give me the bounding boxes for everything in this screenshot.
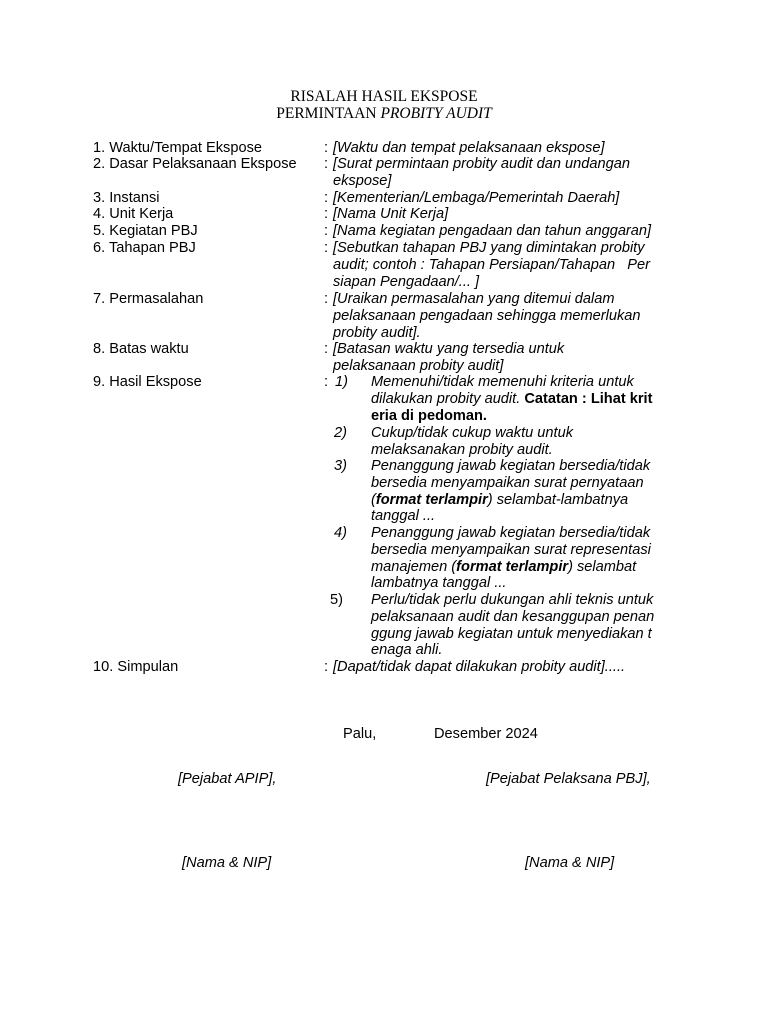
field-value (333, 190, 678, 207)
field-label: 6. Tahapan PBJ (93, 240, 196, 256)
field-value-line: [Uraikan permasalahan yang ditemui dalam (333, 291, 615, 307)
hasil-line: tanggal ... (371, 508, 436, 525)
field-colon: : (324, 190, 329, 206)
hasil-line: Memenuhi/tidak memenuhi kriteria untuk (371, 374, 634, 390)
field-value-line: pelaksanaan probity audit] (333, 357, 504, 374)
field-colon: : (324, 374, 329, 390)
field-value-line: probity audit]. (333, 324, 421, 341)
hasil-line (371, 492, 676, 509)
hasil-number: 4) (334, 525, 347, 541)
hasil-text (371, 374, 676, 424)
hasil-line: lambatnya tanggal ... (371, 575, 507, 592)
hasil-line (371, 559, 676, 576)
field-label: 8. Batas waktu (93, 341, 189, 357)
signatory-left-role: [Pejabat APIP], (178, 771, 277, 787)
field-colon: : (324, 341, 329, 357)
hasil-note-bold: eria di pedoman. (371, 407, 487, 424)
hasil-line: pelaksanaan audit dan kesanggupan penan (371, 608, 655, 625)
hasil-number: 2) (334, 425, 347, 441)
field-label: 10. Simpulan (93, 659, 179, 675)
field-value-line: siapan Pengadaan/... ] (333, 273, 480, 290)
hasil-line: Penanggung jawab kegiatan bersedia/tidak (371, 458, 651, 474)
format-terlampir-bold: format terlampir (456, 558, 569, 575)
hasil-line: Cukup/tidak cukup waktu untuk (371, 425, 573, 441)
field-label: 9. Hasil Ekspose (93, 374, 202, 390)
hasil-line-part: manajemen ( (371, 558, 457, 575)
field-colon: : (324, 223, 329, 239)
document-title: RISALAH HASIL EKSPOSE (290, 88, 478, 105)
hasil-line-part: ) selambat-lambatnya (487, 491, 629, 508)
field-value-line: [Surat permintaan probity audit dan undangan (333, 156, 630, 172)
field-value-line: pelaksanaan pengadaan sehingga memerlukan (333, 307, 641, 324)
field-label: 4. Unit Kerja (93, 206, 174, 222)
field-label: 7. Permasalahan (93, 291, 204, 307)
subtitle-prefix: PERMINTAAN (276, 105, 381, 122)
field-label: 3. Instansi (93, 190, 160, 206)
field-colon: : (324, 240, 329, 256)
hasil-line: bersedia menyampaikan surat pernyataan (371, 474, 644, 491)
field-colon: : (324, 659, 329, 675)
field-value-line: [Nama kegiatan pengadaan dan tahun anggaran] (333, 223, 652, 239)
field-value (333, 291, 678, 341)
field-value (333, 206, 678, 223)
hasil-line-part: ) selambat (568, 558, 637, 575)
subtitle-italic: PROBITY AUDIT (380, 105, 492, 122)
field-colon: : (324, 140, 329, 156)
field-value (333, 341, 678, 375)
format-terlampir-bold: format terlampir (375, 491, 488, 508)
field-label: 5. Kegiatan PBJ (93, 223, 198, 239)
field-value-line: ekspose] (333, 172, 392, 189)
field-value-line: [Batasan waktu yang tersedia untuk (333, 341, 565, 357)
hasil-number: 5) (330, 592, 343, 608)
field-value-line: [Sebutkan tahapan PBJ yang dimintakan probity (333, 240, 645, 256)
hasil-line: Penanggung jawab kegiatan bersedia/tidak (371, 525, 651, 541)
field-value-line: [Waktu dan tempat pelaksanaan ekspose] (333, 140, 605, 156)
field-colon: : (324, 206, 329, 222)
signatory-right-role: [Pejabat Pelaksana PBJ], (486, 771, 651, 787)
hasil-line: melaksanakan probity audit. (371, 441, 553, 458)
field-value (333, 240, 678, 290)
field-value-line: audit; contoh : Tahapan Persiapan/Tahapan Per (333, 256, 650, 273)
hasil-line: ggung jawab kegiatan untuk menyediakan t (371, 625, 652, 642)
hasil-text (371, 458, 676, 525)
signatory-right-name: [Nama & NIP] (525, 855, 615, 871)
hasil-number: 3) (334, 458, 347, 474)
hasil-number: 1) (335, 374, 348, 390)
field-colon: : (324, 156, 329, 172)
hasil-line: bersedia menyampaikan surat representasi (371, 541, 651, 558)
field-value (333, 659, 678, 676)
signing-date: Desember 2024 (434, 726, 538, 742)
hasil-line: enaga ahli. (371, 642, 443, 659)
document-subtitle (0, 105, 768, 123)
field-colon: : (324, 291, 329, 307)
hasil-line (371, 391, 676, 408)
signatory-left-name: [Nama & NIP] (182, 855, 272, 871)
field-value (333, 223, 678, 240)
field-value-line: [Dapat/tidak dapat dilakukan probity audit]..... (333, 659, 626, 675)
field-value-line: [Kementerian/Lembaga/Pemerintah Daerah] (333, 190, 620, 206)
field-value (333, 156, 678, 190)
hasil-line-part: dilakukan probity audit. (371, 390, 525, 407)
hasil-line-part: ( (371, 491, 376, 508)
hasil-note-bold: Catatan : Lihat krit (524, 390, 653, 407)
field-value (333, 140, 678, 157)
hasil-line: Perlu/tidak perlu dukungan ahli teknis untuk (371, 592, 654, 608)
field-label: 1. Waktu/Tempat Ekspose (93, 140, 262, 156)
field-label: 2. Dasar Pelaksanaan Ekspose (93, 156, 297, 172)
hasil-text (371, 592, 676, 659)
field-value-line: [Nama Unit Kerja] (333, 206, 449, 222)
hasil-text (371, 525, 676, 592)
signing-place: Palu, (343, 726, 377, 742)
hasil-text (371, 425, 676, 459)
